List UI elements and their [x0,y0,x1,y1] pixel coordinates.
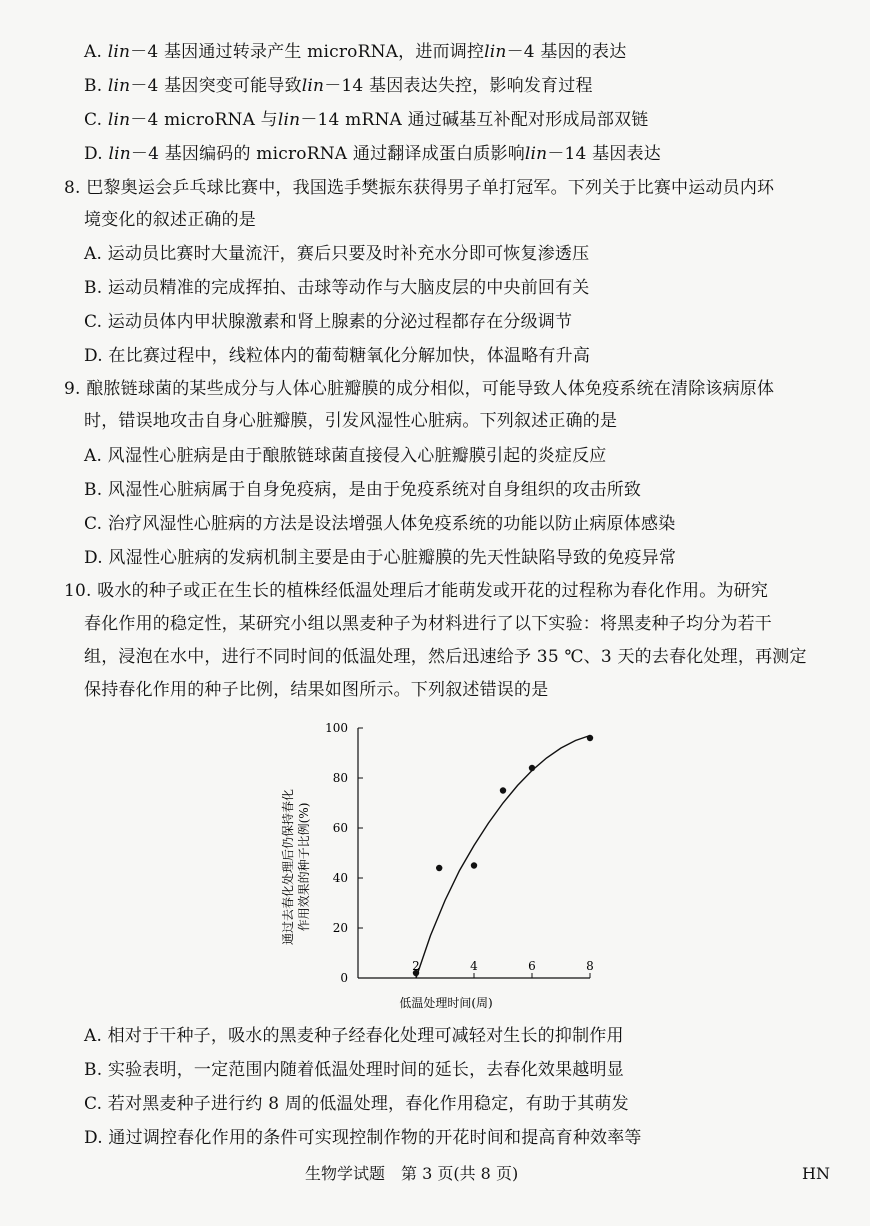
x-tick-label: 2 [412,959,420,973]
vernalization-chart [278,710,618,1010]
y-tick-label: 0 [340,971,348,985]
chart-axes [358,728,590,978]
q8-option-d: D. 在比赛过程中，线粒体内的葡萄糖氧化分解加快，体温略有升高 [84,346,591,366]
x-tick-label: 8 [586,959,594,973]
chart-points-layer [413,735,593,976]
y-tick-label: 80 [332,771,348,785]
q9-option-d: D. 风湿性心脏病的发病机制主要是由于心脏瓣膜的先天性缺陷导致的免疫异常 [84,548,677,568]
y-tick-label: 40 [332,871,348,885]
q9-option-a: A. 风湿性心脏病是由于酿脓链球菌直接侵入心脏瓣膜引起的炎症反应 [84,446,607,466]
q7-option-c: C. lin－4 microRNA 与lin－14 mRNA 通过碱基互补配对形成局部双链 [84,110,649,130]
q9-option-c: C. 治疗风湿性心脏病的方法是设法增强人体免疫系统的功能以防止病原体感染 [84,514,676,534]
y-tick-label: 60 [332,821,348,835]
page-footer: 生物学试题 第 3 页(共 8 页) [305,1164,519,1183]
q7-option-b: B. lin－4 基因突变可能导致lin－14 基因表达失控，影响发育过程 [84,76,593,96]
chart-curve-layer [416,736,590,979]
q9-stem-line1: 9. 酿脓链球菌的某些成分与人体心脏瓣膜的成分相似，可能导致人体免疫系统在清除该病原体 [64,379,775,399]
chart-ticks-layer [325,721,594,985]
q7-option-a: A. lin－4 基因通过转录产生 microRNA，进而调控lin－4 基因的表达 [84,42,627,62]
q9-option-b: B. 风湿性心脏病属于自身免疫病，是由于免疫系统对自身组织的攻击所致 [84,480,642,500]
data-point [500,787,506,793]
q10-option-a: A. 相对于干种子，吸水的黑麦种子经春化处理可减轻对生长的抑制作用 [84,1026,624,1046]
q10-option-d: D. 通过调控春化作用的条件可实现控制作物的开花时间和提高育种效率等 [84,1128,642,1148]
data-point [436,865,442,871]
q10-stem-line2: 春化作用的稳定性，某研究小组以黑麦种子为材料进行了以下实验：将黑麦种子均分为若干 [84,614,772,634]
q9-stem-line2: 时，错误地攻击自身心脏瓣膜，引发风湿性心脏病。下列叙述正确的是 [84,411,618,431]
q10-option-b: B. 实验表明，一定范围内随着低温处理时间的延长，去春化效果越明显 [84,1060,624,1080]
q10-stem-line4: 保持春化作用的种子比例，结果如图所示。下列叙述错误的是 [84,680,549,700]
q10-stem-line1: 10. 吸水的种子或正在生长的植株经低温处理后才能萌发或开花的过程称为春化作用。为研究 [64,581,769,601]
region-code: HN [802,1164,830,1183]
q8-option-c: C. 运动员体内甲状腺激素和肾上腺素的分泌过程都存在分级调节 [84,312,573,332]
q8-option-a: A. 运动员比赛时大量流汗，赛后只要及时补充水分即可恢复渗透压 [84,244,590,264]
data-point [471,862,477,868]
q8-option-b: B. 运动员精准的完成挥拍、击球等动作与大脑皮层的中央前回有关 [84,278,590,298]
data-point [587,735,593,741]
data-point [529,765,535,771]
q8-stem-line1: 8. 巴黎奥运会乒乓球比赛中，我国选手樊振东获得男子单打冠军。下列关于比赛中运动员内环 [64,178,775,198]
q8-stem-line2: 境变化的叙述正确的是 [84,210,256,230]
x-tick-label: 4 [470,959,478,973]
y-axis-label-line1: 通过去春化处理后仍保持春化 [281,788,295,946]
x-axis-label: 低温处理时间(周) [399,996,493,1010]
q10-option-c: C. 若对黑麦种子进行约 8 周的低温处理，春化作用稳定，有助于其萌发 [84,1094,629,1114]
q10-stem-line3: 组，浸泡在水中，进行不同时间的低温处理，然后迅速给予 35 ℃、3 天的去春化处理，再测定 [84,647,807,667]
q7-option-d: D. lin－4 基因编码的 microRNA 通过翻译成蛋白质影响lin－14 基因表达 [84,144,661,164]
x-tick-label: 6 [528,959,536,973]
fitted-curve [416,736,590,979]
y-axis-label-line2: 作用效果的种子比例(%) [297,802,311,932]
y-tick-label: 20 [332,921,348,935]
y-tick-label: 100 [325,721,348,735]
